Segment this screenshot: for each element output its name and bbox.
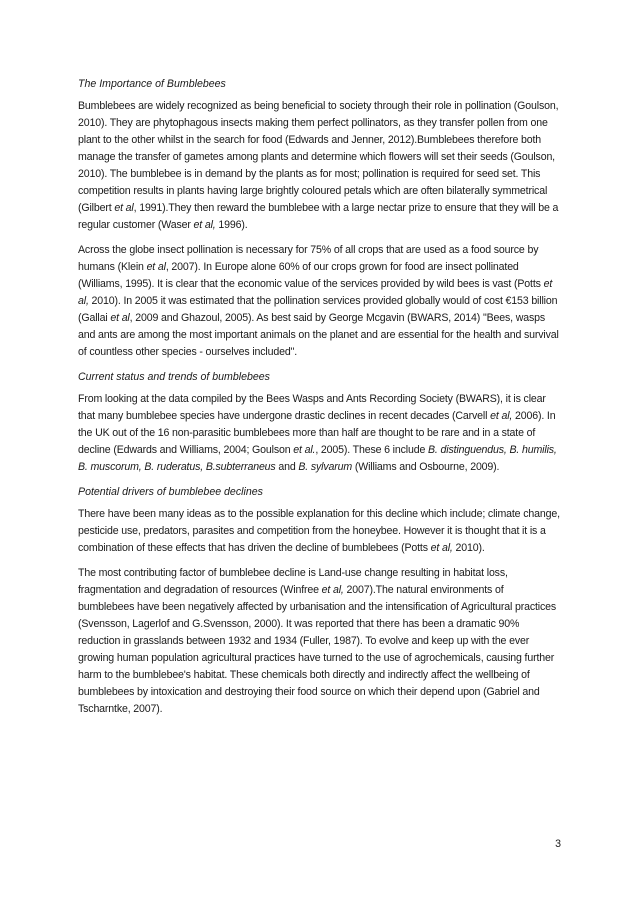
text-run: Bumblebees are widely recognized as being beneficial to society through their role in pollination (Goulson, 2010). They are phytophagous insects making them perfect pollinators, as they transfer pollen from one plant to the other whilst in the search for food (Edwards and Jenner, 2012).Bumblebees therefore both manage the transfer of gametes among plants and determine which flowers will set their seeds (Goulson, 2010). The bumblebee is in demand by the plants as for most; pollination is required for seed set. This competition results in plants having large brightly coloured petals which are often bilaterally symmetrical (Gilbert bbox=[78, 100, 559, 214]
text-run-italic: B. distinguendus, B. humilis, B. muscorum, B. ruderatus, B.subterraneus bbox=[78, 444, 557, 473]
text-run: and bbox=[275, 461, 299, 473]
text-run: , 1991).They then reward the bumblebee with a large nectar prize to ensure that they will be a regular customer (Waser bbox=[78, 202, 559, 231]
section-heading: The Importance of Bumblebees bbox=[78, 78, 226, 90]
document-body bbox=[78, 76, 562, 726]
text-run: , 2005). These 6 include bbox=[315, 444, 428, 456]
section-current-status bbox=[78, 369, 562, 476]
text-run-italic: et al bbox=[110, 312, 130, 324]
paragraph bbox=[78, 242, 562, 361]
text-run-italic: et al, bbox=[78, 278, 553, 307]
text-run-italic: et al bbox=[114, 202, 134, 214]
text-run: (Williams and Osbourne, 2009). bbox=[352, 461, 500, 473]
text-run-italic: et al, bbox=[193, 219, 216, 231]
paragraph bbox=[78, 506, 562, 557]
text-run: 2010). In 2005 it was estimated that the pollination services provided globally would of cost €153 billion (Gallai bbox=[78, 295, 558, 324]
text-run: 2007).The natural environments of bumblebees have been negatively affected by urbanisation and the intensification of Agricultural practices (Svensson, Lagerlof and G.Svensson, 2000). It was reported that there has been a dramatic 90% reduction in grasslands between 1932 and 1934 (Fuller, 1987). To evolve and keep up with the ever growing human population agricultural practices have turned to the use of agrochemicals, causing further harm to the bumblebee's habitat. These chemicals both directly and indirectly affect the wellbeing of bumblebees by intoxication and destroying their food source on which their depend upon (Gabriel and Tscharntke, 2007). bbox=[78, 584, 557, 715]
text-run: , 2007). In Europe alone 60% of our crops grown for food are insect pollinated (Williams, 1995). It is clear that the economic value of the services provided by wild bees is vast (Potts bbox=[78, 261, 544, 290]
text-run: 1996). bbox=[215, 219, 248, 231]
text-run-italic: et al, bbox=[321, 584, 344, 596]
text-run-italic: et al, bbox=[430, 542, 453, 554]
text-run-italic: et al, bbox=[490, 410, 513, 422]
paragraph bbox=[78, 98, 562, 234]
page-number: 3 bbox=[555, 838, 561, 850]
paragraph bbox=[78, 391, 562, 476]
text-run-italic: et al bbox=[146, 261, 166, 273]
section-importance bbox=[78, 76, 562, 361]
text-run: There have been many ideas as to the possible explanation for this decline which include; climate change, pesticide use, predators, parasites and competition from the honeybee. However it is thought that it is a combination of these effects that has driven the decline of bumblebees (Potts bbox=[78, 508, 560, 554]
text-run: From looking at the data compiled by the Bees Wasps and Ants Recording Society (BWARS), it is clear that many bumblebee species have undergone drastic declines in recent decades (Carvell bbox=[78, 393, 546, 422]
text-run-italic: et al. bbox=[293, 444, 316, 456]
text-run-italic: B. sylvarum bbox=[298, 461, 353, 473]
section-drivers bbox=[78, 484, 562, 718]
text-run: 2006). In the UK out of the 16 non-parasitic bumblebees more than half are thought to be rare and in a state of decline (Edwards and Williams, 2004; Goulson bbox=[78, 410, 556, 456]
text-run: 2010). bbox=[452, 542, 485, 554]
text-run: Across the globe insect pollination is necessary for 75% of all crops that are used as a food source by humans (Klein bbox=[78, 244, 539, 273]
section-heading: Current status and trends of bumblebees bbox=[78, 371, 270, 383]
section-heading: Potential drivers of bumblebee declines bbox=[78, 486, 263, 498]
text-run: , 2009 and Ghazoul, 2005). As best said by George Mcgavin (BWARS, 2014) "Bees, wasps and ants are among the most important animals on the planet and are essential for the health and survival of countless other species - ourselves included". bbox=[78, 312, 559, 358]
paragraph bbox=[78, 565, 562, 718]
text-run: The most contributing factor of bumblebee decline is Land-use change resulting in habitat loss, fragmentation and degradation of resources (Winfree bbox=[78, 567, 508, 596]
